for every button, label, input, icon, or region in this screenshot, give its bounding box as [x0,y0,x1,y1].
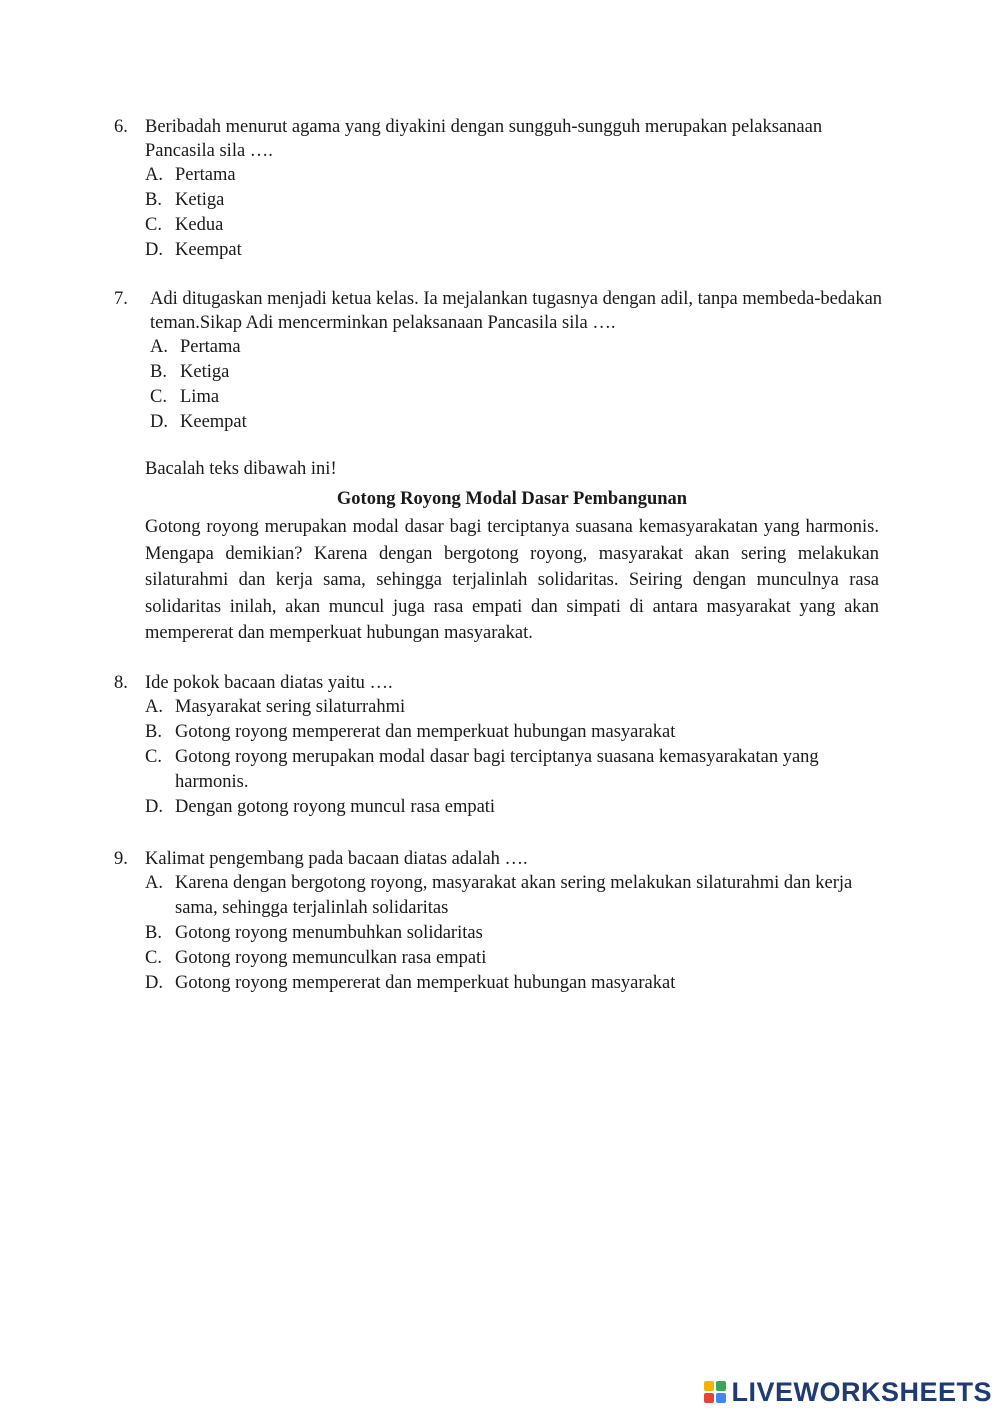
option-b[interactable] [145,720,884,745]
question-stem [114,287,884,335]
option-letter: B. [150,362,167,382]
option-letter: B. [145,190,162,210]
question-text: Beribadah menurut agama yang diyakini dengan sungguh-sungguh merupakan pelaksanaan Pancasila sila …. [145,117,823,161]
question-stem [114,115,884,163]
option-text: Gotong royong mempererat dan memperkuat hubungan masyarakat [175,973,676,993]
option-a[interactable] [145,871,884,921]
option-letter: A. [145,873,163,893]
option-text: Gotong royong merupakan modal dasar bagi terciptanya suasana kemasyarakatan yang harmonis. [175,747,819,792]
question-stem [114,847,884,871]
brand-name: LIVEWORKSHEETS [731,1377,992,1407]
option-text: Dengan gotong royong muncul rasa empati [175,797,496,817]
option-a[interactable] [150,335,884,360]
option-text: Masyarakat sering silaturrahmi [175,697,406,717]
reading-passage [145,456,879,647]
liveworksheets-logo-icon [704,1381,726,1403]
option-letter: C. [145,747,162,767]
question-number: 6. [114,117,128,137]
option-c[interactable] [150,385,884,410]
option-letter: B. [145,923,162,943]
option-letter: B. [145,722,162,742]
option-c[interactable] [145,213,884,238]
logo-tile [716,1381,726,1391]
logo-tile [716,1393,726,1403]
option-list [145,163,884,263]
option-d[interactable] [150,410,884,435]
option-c[interactable] [145,745,884,795]
option-a[interactable] [145,695,884,720]
option-text: Ketiga [175,190,225,210]
reading-instruction: Bacalah teks dibawah ini! [145,459,337,479]
question-8 [114,671,884,820]
question-7 [114,287,884,435]
option-text: Gotong royong menumbuhkan solidaritas [175,923,483,943]
option-list [145,695,884,820]
question-text: Adi ditugaskan menjadi ketua kelas. Ia mejalankan tugasnya dengan adil, tanpa membeda-bedakan teman.Sikap Adi mencerminkan pelaksanaan Pancasila sila …. [150,289,883,333]
reading-title: Gotong Royong Modal Dasar Pembangunan [336,489,688,509]
option-list [150,335,884,435]
option-letter: A. [145,165,163,185]
option-letter: C. [145,948,162,968]
option-text: Keempat [175,240,242,260]
option-letter: A. [150,337,168,357]
question-number: 7. [114,289,128,309]
option-text: Gotong royong memunculkan rasa empati [175,948,487,968]
option-b[interactable] [145,921,884,946]
question-6 [114,115,884,263]
option-d[interactable] [145,795,884,820]
option-letter: A. [145,697,163,717]
option-text: Keempat [180,412,247,432]
option-text: Kedua [175,215,224,235]
option-text: Gotong royong mempererat dan memperkuat hubungan masyarakat [175,722,676,742]
option-text: Pertama [180,337,241,357]
question-text: Kalimat pengembang pada bacaan diatas adalah …. [145,849,528,869]
option-b[interactable] [150,360,884,385]
question-9 [114,847,884,996]
option-letter: D. [150,412,168,432]
option-text: Lima [180,387,220,407]
option-text: Karena dengan bergotong royong, masyarakat akan sering melakukan silaturahmi dan kerja sama, sehingga terjalinlah solidaritas [175,873,853,918]
option-letter: C. [150,387,167,407]
option-letter: C. [145,215,162,235]
option-d[interactable] [145,238,884,263]
logo-tile [704,1381,714,1391]
option-b[interactable] [145,188,884,213]
option-d[interactable] [145,971,884,996]
question-number: 9. [114,849,128,869]
option-letter: D. [145,973,163,993]
option-list [145,871,884,996]
option-c[interactable] [145,946,884,971]
liveworksheets-logo[interactable] [704,1379,992,1405]
option-letter: D. [145,240,163,260]
option-text: Pertama [175,165,236,185]
option-letter: D. [145,797,163,817]
question-number: 8. [114,673,128,693]
question-stem [114,671,884,695]
reading-body: Gotong royong merupakan modal dasar bagi terciptanya suasana kemasyarakatan yang harmonis. Mengapa demikian? Karena dengan bergotong royong, masyarakat akan sering melakukan silaturahmi dan kerja sama, sehingga terjalinlah solidaritas. Seiring dengan munculnya rasa solidaritas inilah, akan muncul juga rasa empati dan simpati di antara masyarakat yang akan mempererat dan memperkuat hubungan masyarakat. [145,517,879,644]
question-text: Ide pokok bacaan diatas yaitu …. [145,673,393,693]
option-text: Ketiga [180,362,230,382]
logo-tile [704,1393,714,1403]
option-a[interactable] [145,163,884,188]
